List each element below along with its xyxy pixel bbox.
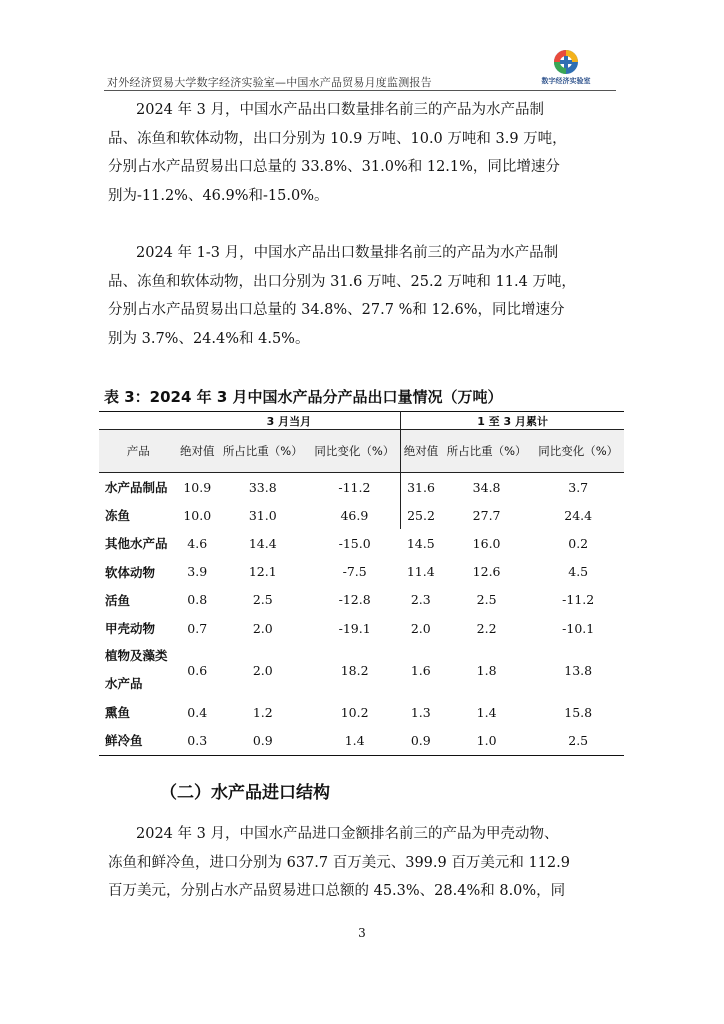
value-cell: 2.5 [476,592,497,608]
value-cell: 1.0 [476,732,497,748]
paragraph-line: 冻鱼和鲜冷鱼，进口分别为 637.7 百万美元、399.9 百万美元和 112.9 [108,854,570,871]
paragraph-line: 2024 年 3 月，中国水产品出口数量排名前三的产品为水产品制 [136,102,544,118]
product-name-cell [99,642,177,698]
export-volume-table [99,411,624,756]
value-cell: 2.0 [252,662,273,678]
value-cell: 34.8 [472,479,501,495]
paragraph-line: 品、冻鱼和软体动物，出口分别为 31.6 万吨、25.2 万吨和 11.4 万吨， [108,273,576,290]
value-cell: 11.4 [406,564,435,580]
paragraph-line: 别为-11.2%、46.9%和-15.0%。 [108,187,329,204]
value-cell: 1.6 [410,662,431,678]
value-cell: 0.8 [187,592,208,608]
value-cell: 24.4 [564,507,593,523]
value-cell: 10.9 [183,479,212,495]
product-name-cell: 熏鱼 [105,705,131,721]
paragraph-1 [108,96,616,210]
logo-text: 数字经济实验室 [541,77,591,85]
product-name-cell: 冻鱼 [105,508,131,524]
value-cell: 31.0 [248,507,277,523]
table-row [99,501,624,529]
value-cell: 0.6 [187,662,208,678]
column-header: 同比变化（%） [309,430,401,473]
product-name-cell: 活鱼 [105,592,131,608]
paragraph-3 [108,820,616,906]
table-caption: 表 3：2024 年 3 月中国水产品分产品出口量情况（万吨） [104,388,503,406]
value-cell: 4.5 [568,564,589,580]
value-cell: 0.3 [187,732,208,748]
value-cell: -11.2 [562,592,595,608]
value-cell: 0.7 [187,620,208,636]
product-name-cell: 鲜冷鱼 [105,733,143,749]
value-cell: 0.4 [187,704,208,720]
column-header: 产品 [99,430,177,473]
table-row [99,698,624,726]
table-row [99,642,624,698]
product-name-line: 水产品 [105,676,143,692]
table-row [99,726,624,755]
value-cell: 31.6 [401,473,441,502]
value-cell: 1.4 [344,732,365,748]
paragraph-line: 别为 3.7%、24.4%和 4.5%。 [108,330,310,347]
product-name-line: 植物及藻类 [105,648,168,664]
paragraph-line: 2024 年 1-3 月，中国水产品出口数量排名前三的产品为水产品制 [136,245,559,261]
value-cell: 2.3 [410,592,431,608]
value-cell: -11.2 [338,479,371,495]
column-header: 绝对值 [177,430,217,473]
blank-header-cell [99,412,177,430]
value-cell: 0.9 [410,732,431,748]
value-cell: 18.2 [340,662,369,678]
globe-logo-icon [528,48,604,78]
table-row [99,586,624,614]
paragraph-line: 分别占水产品贸易出口总量的 34.8%、27.7 %和 12.6%，同比增速分 [108,302,565,318]
product-name-cell: 甲壳动物 [105,621,156,637]
value-cell: 12.6 [472,564,501,580]
header-title: 对外经济贸易大学数字经济实验室—中国水产品贸易月度监测报告 [107,76,432,89]
value-cell: 25.2 [401,501,441,529]
value-cell: 3.9 [187,564,208,580]
column-header: 同比变化（%） [532,430,624,473]
value-cell: -12.8 [338,592,371,608]
value-cell: 15.8 [564,704,593,720]
group-header-cumulative: 1 至 3 月累计 [401,412,624,430]
column-header: 所占比重（%） [441,430,533,473]
header-divider [104,90,616,91]
value-cell: 1.3 [410,704,431,720]
value-cell: 46.9 [340,507,369,523]
value-cell: 2.0 [252,620,273,636]
product-name-cell: 其他水产品 [105,536,168,552]
lab-logo [528,48,604,88]
value-cell: 0.9 [252,732,273,748]
value-cell: 4.6 [187,535,208,551]
table-row [99,473,624,502]
group-header-march: 3 月当月 [177,412,400,430]
value-cell: -7.5 [342,564,367,580]
table-row [99,558,624,586]
value-cell: 1.2 [252,704,273,720]
paragraph-line: 2024 年 3 月，中国水产品进口金额排名前三的产品为甲壳动物、 [136,826,559,842]
value-cell: -10.1 [562,620,595,636]
value-cell: 14.4 [248,535,277,551]
column-header: 绝对值 [401,430,441,473]
value-cell: 2.5 [252,592,273,608]
value-cell: 14.5 [406,535,435,551]
value-cell: 10.2 [340,704,369,720]
value-cell: 33.8 [248,479,277,495]
value-cell: -15.0 [338,535,371,551]
paragraph-line: 品、冻鱼和软体动物，出口分别为 10.9 万吨、10.0 万吨和 3.9 万吨， [108,130,567,147]
table-row [99,614,624,642]
section-title: （二）水产品进口结构 [160,783,330,803]
column-header: 所占比重（%） [217,430,309,473]
product-name-cell: 水产品制品 [105,480,168,496]
value-cell: 2.5 [568,732,589,748]
value-cell: 2.2 [476,620,497,636]
table-row [99,529,624,557]
value-cell: 0.2 [568,535,589,551]
value-cell: 2.0 [410,620,431,636]
paragraph-line: 百万美元，分别占水产品贸易进口总额的 45.3%、28.4%和 8.0%，同 [108,883,566,899]
value-cell: 1.8 [476,662,497,678]
value-cell: 10.0 [183,507,212,523]
value-cell: 13.8 [564,662,593,678]
value-cell: 1.4 [476,704,497,720]
value-cell: 12.1 [248,564,277,580]
paragraph-line: 分别占水产品贸易出口总量的 33.8%、31.0%和 12.1%，同比增速分 [108,159,560,175]
paragraph-2 [108,239,616,353]
product-name-cell: 软体动物 [105,564,156,580]
value-cell: 27.7 [472,507,501,523]
page-number: 3 [358,926,366,940]
value-cell: 3.7 [568,479,589,495]
value-cell: -19.1 [338,620,371,636]
value-cell: 16.0 [472,535,501,551]
